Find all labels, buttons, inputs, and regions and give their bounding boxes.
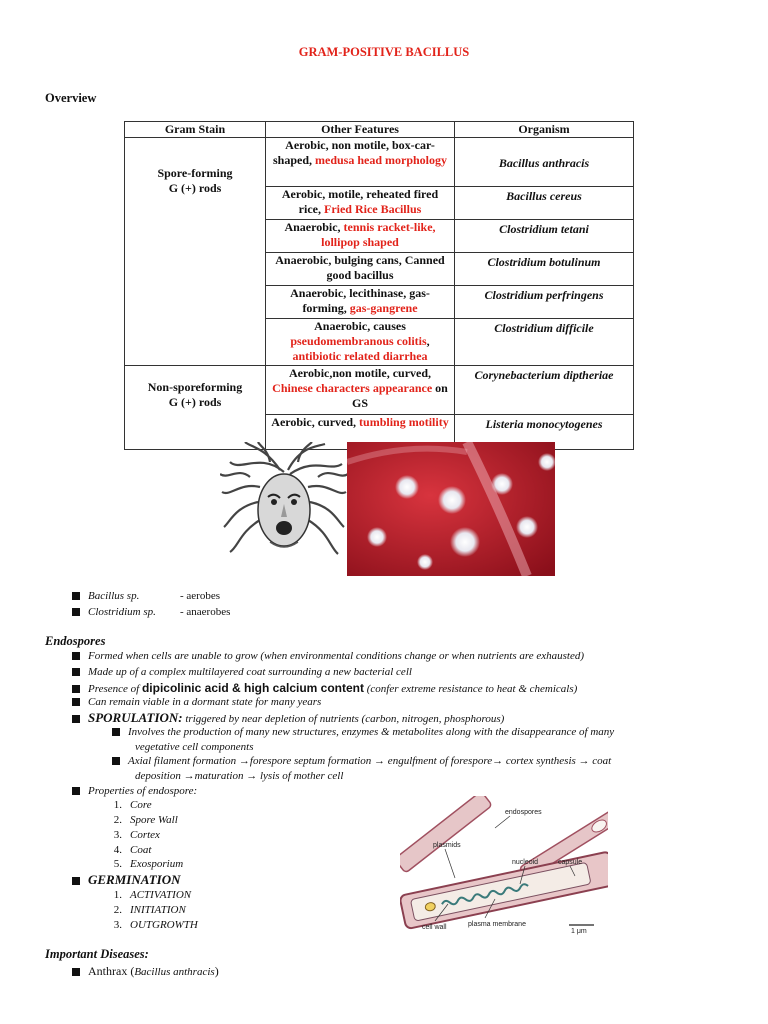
important-diseases-heading: Important Diseases: xyxy=(45,947,149,961)
list-item: Can remain viable in a dormant state for many years xyxy=(72,696,321,708)
endospores-heading: Endospores xyxy=(45,634,106,648)
list-item: GERMINATION xyxy=(72,872,180,888)
colony-photo-image xyxy=(347,442,555,576)
header-gram-stain: Gram Stain xyxy=(125,122,266,138)
table-row-features: Anaerobic, causes pseudomembranous colitis, antibiotic related diarrhea xyxy=(266,319,455,366)
table-row-features: Aerobic, motile, reheated fired rice, Fried Rice Bacillus xyxy=(266,187,455,220)
list-item: Presence of dipicolinic acid & high calcium content (confer extreme resistance to heat & chemicals) xyxy=(72,681,577,695)
header-organism: Organism xyxy=(455,122,634,138)
label-capsule: capsule xyxy=(558,859,583,866)
header-other-features: Other Features xyxy=(266,122,455,138)
list-item: 3. OUTGROWTH xyxy=(113,919,198,931)
list-item: 3. Cortex xyxy=(113,829,160,841)
label-plasmids: plasmids xyxy=(433,842,461,849)
label-scale: 1 μm xyxy=(571,928,587,935)
label-plasma-membrane: plasma membrane xyxy=(468,921,526,928)
table-row-features: Anaerobic, bulging cans, Canned good bacillus xyxy=(266,253,455,286)
list-item: Made up of a complex multilayered coat surrounding a new bacterial cell xyxy=(72,666,412,678)
table-row-organism: Clostridium perfringens xyxy=(455,286,634,319)
table-row-features: Aerobic,non motile, curved, Chinese characters appearance on GS xyxy=(266,366,455,415)
list-item: 4. Coat xyxy=(113,844,152,856)
table-row-features: Aerobic, curved, tumbling motility xyxy=(266,415,455,450)
list-item: Anthrax (Bacillus anthracis) xyxy=(72,964,219,979)
list-item: 2. Spore Wall xyxy=(113,814,178,826)
medusa-head-image xyxy=(220,442,348,572)
table-row-organism: Clostridium tetani xyxy=(455,220,634,253)
table-row-organism: Corynebacterium diptheriae xyxy=(455,366,634,415)
list-item: Clostridium sp. - anaerobes xyxy=(72,606,230,618)
table-row-organism: Listeria monocytogenes xyxy=(455,415,634,450)
sub-list-item-continued: deposition →maturation → lysis of mother cell xyxy=(135,770,344,782)
table-row-features: Aerobic, non motile, box-car-shaped, medusa head morphology xyxy=(266,138,455,187)
list-item: SPORULATION: triggered by near depletion of nutrients (carbon, nitrogen, phosphorous) xyxy=(72,710,504,726)
table-row-organism: Bacillus anthracis xyxy=(455,138,634,187)
label-cell-wall: cell wall xyxy=(422,924,447,931)
table-row-features: Anaerobic, lecithinase, gas-forming, gas-gangrene xyxy=(266,286,455,319)
table-row-organism: Clostridium difficile xyxy=(455,319,634,366)
list-item: Formed when cells are unable to grow (when environmental conditions change or when nutrients are exhausted) xyxy=(72,650,584,662)
sub-list-item-continued: vegetative cell components xyxy=(135,741,254,753)
table-row-organism: Clostridium botulinum xyxy=(455,253,634,286)
table-row-organism: Bacillus cereus xyxy=(455,187,634,220)
list-item: 5. Exosporium xyxy=(113,858,184,870)
label-endospores: endospores xyxy=(505,809,542,816)
page-title: GRAM-POSITIVE BACILLUS xyxy=(298,45,470,59)
table-row-features: Anaerobic, tennis racket-like, lollipop shaped xyxy=(266,220,455,253)
overview-heading: Overview xyxy=(45,91,97,105)
label-nucleoid: nucleoid xyxy=(512,859,539,866)
list-item: Bacillus sp. - aerobes xyxy=(72,590,220,602)
group-spore-forming: Spore-forming G (+) rods xyxy=(125,138,266,366)
sub-list-item: Involves the production of many new structures, enzymes & metabolites along with the disappearance of many xyxy=(112,726,614,738)
group-non-spore-forming: Non-sporeforming G (+) rods xyxy=(125,366,266,450)
list-item: 1. Core xyxy=(113,799,152,811)
list-item: Properties of endospore: xyxy=(72,785,197,797)
list-item: 2. INITIATION xyxy=(113,904,186,916)
bacillus-cell-diagram xyxy=(400,796,608,938)
list-item: 1. ACTIVATION xyxy=(113,889,192,901)
sub-list-item: Axial filament formation →forespore septum formation → engulfment of forespore→ cortex synthesis → coat xyxy=(112,755,611,767)
organism-table xyxy=(124,121,634,450)
